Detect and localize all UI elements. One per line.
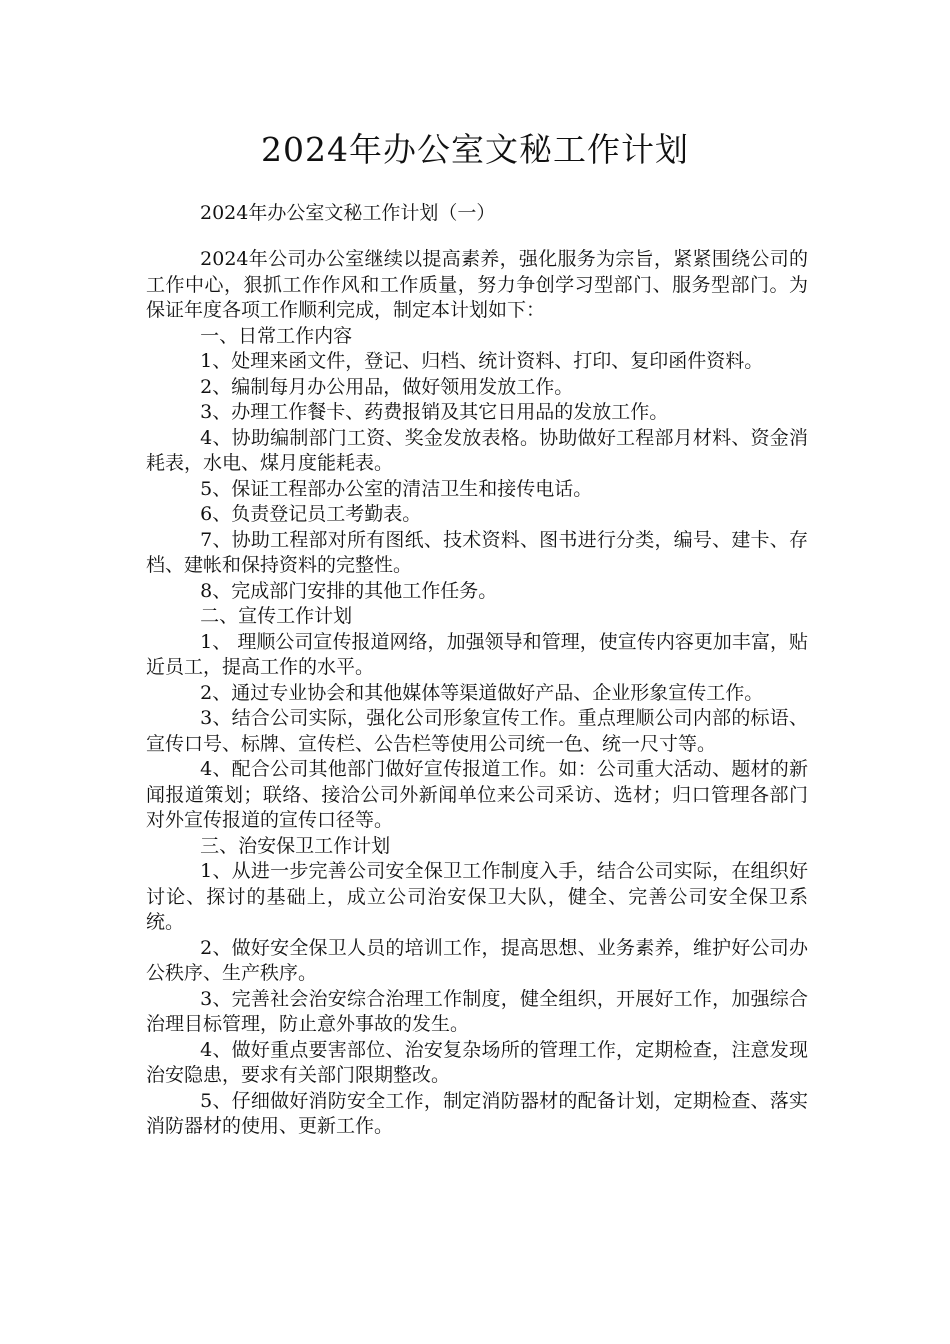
list-item: 4、配合公司其他部门做好宣传报道工作。如：公司重大活动、题材的新闻报道策划；联络、接洽公司外新闻单位来公司采访、选材；归口管理各部门对外宣传报道的宣传口径等。 (146, 758, 808, 831)
document-title: 2024年办公室文秘工作计划 (261, 130, 689, 169)
list-item: 7、协助工程部对所有图纸、技术资料、图书进行分类，编号、建卡、存档、建帐和保持资料的完整性。 (146, 528, 808, 576)
document-body (146, 247, 808, 1140)
list-item: 1、从进一步完善公司安全保卫工作制度入手，结合公司实际，在组织好讨论、探讨的基础上，成立公司治安保卫大队，健全、完善公司安全保卫系统。 (146, 860, 808, 933)
document-subtitle: 2024年办公室文秘工作计划（一） (200, 202, 496, 224)
section-heading-security: 三、治安保卫工作计划 (200, 834, 391, 857)
section-heading-publicity: 二、宣传工作计划 (200, 605, 353, 627)
list-item: 3、办理工作餐卡、药费报销及其它日用品的发放工作。 (200, 401, 669, 423)
list-item: 2、通过专业协会和其他媒体等渠道做好产品、企业形象宣传工作。 (200, 681, 764, 704)
list-item: 3、结合公司实际，强化公司形象宣传工作。重点理顺公司内部的标语、宣传口号、标牌、宣传栏、公告栏等使用公司统一色、统一尺寸等。 (146, 707, 808, 755)
list-item: 8、完成部门安排的其他工作任务。 (200, 579, 498, 602)
list-item: 3、完善社会治安综合治理工作制度，健全组织，开展好工作，加强综合治理目标管理，防止意外事故的发生。 (146, 987, 808, 1035)
list-item: 5、保证工程部办公室的清洁卫生和接传电话。 (200, 477, 593, 500)
list-item: 4、做好重点要害部位、治安复杂场所的管理工作，定期检查，注意发现治安隐患，要求有关部门限期整改。 (146, 1038, 808, 1086)
list-item: 2、做好安全保卫人员的培训工作，提高思想、业务素养，维护好公司办公秩序、生产秩序。 (146, 936, 808, 984)
list-item: 1、处理来函文件，登记、归档、统计资料、打印、复印函件资料。 (200, 350, 764, 372)
list-item: 4、协助编制部门工资、奖金发放表格。协助做好工程部月材料、资金消耗表，水电、煤月度能耗表。 (146, 426, 808, 474)
list-item: 2、编制每月办公用品，做好领用发放工作。 (200, 375, 574, 398)
section-heading-daily-work: 一、日常工作内容 (200, 324, 353, 347)
list-item: 6、负责登记员工考勤表。 (200, 503, 422, 525)
intro-paragraph: 2024年公司办公室继续以提高素养，强化服务为宗旨，紧紧围绕公司的工作中心，狠抓工作作风和工作质量，努力争创学习型部门、服务型部门。为保证年度各项工作顺利完成，制定本计划如下： (146, 248, 808, 321)
list-item: 5、仔细做好消防安全工作，制定消防器材的配备计划，定期检查、落实消防器材的使用、更新工作。 (146, 1089, 808, 1137)
list-item: 1、 理顺公司宣传报道网络，加强领导和管理，使宣传内容更加丰富，贴近员工，提高工作的水平。 (146, 630, 808, 678)
